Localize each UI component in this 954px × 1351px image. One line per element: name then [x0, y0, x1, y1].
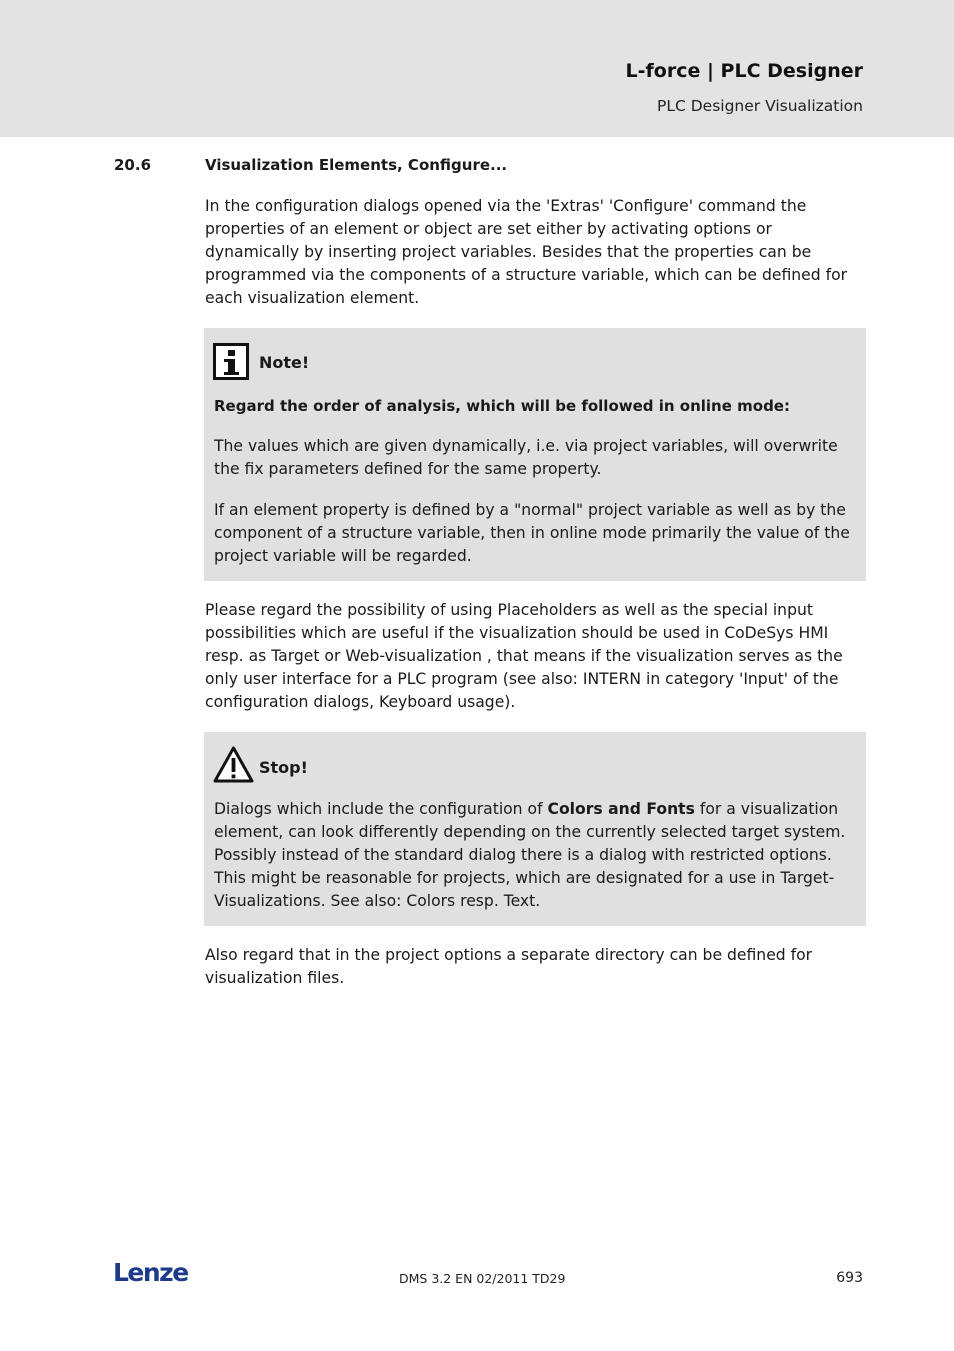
note-box — [204, 328, 866, 581]
note-paragraph: The values which are given dynamically, i.e. via project variables, will overwrite the fix parameters defined for the same property. — [214, 437, 838, 478]
stop-paragraph — [214, 798, 858, 913]
footer-document-id: DMS 3.2 EN 02/2011 TD29 — [399, 1271, 566, 1286]
manual-title: L-force | PLC Designer — [625, 60, 863, 82]
intro-paragraph: In the configuration dialogs opened via the 'Extras' 'Configure' command the properties of an element or object are set either by activating options or dynamically by inserting project variables. Besides that the properties can be programmed via the components of a structure variable, which can be defined for each visualization element. — [205, 197, 848, 307]
section-title: Visualization Elements, Configure... — [205, 156, 508, 174]
section-number: 20.6 — [114, 156, 152, 174]
lenze-logo: Lenze — [113, 1258, 188, 1287]
note-paragraph: If an element property is defined by a "normal" project variable as well as by the component of a structure variable, then in online mode primarily the value of the project variable will be regarded. — [214, 501, 850, 565]
stop-text-before: Dialogs which include the configuration of — [214, 800, 548, 818]
info-icon — [213, 343, 249, 380]
placeholders-paragraph: Please regard the possibility of using Placeholders as well as the special input possibilities which are useful if the visualization should be used in CoDeSys HMI resp. as Target or Web-visualization , that means if the visualization serves as the only user interface for a PLC program (see also: INTERN in category 'Input' of the configuration dialogs, Keyboard usage). — [205, 601, 843, 711]
stop-text-bold: Colors and Fonts — [547, 800, 695, 818]
warning-icon — [213, 746, 254, 783]
directory-paragraph: Also regard that in the project options a separate directory can be defined for visualization files. — [205, 946, 813, 987]
page-header — [0, 0, 954, 137]
note-heading: Note! — [259, 353, 310, 372]
page-number: 693 — [836, 1270, 863, 1286]
stop-box — [204, 732, 866, 926]
manual-subtitle: PLC Designer Visualization — [657, 97, 863, 115]
note-lead: Regard the order of analysis, which will be followed in online mode: — [214, 397, 790, 415]
stop-heading: Stop! — [259, 758, 308, 777]
stop-text-after: for a visualization element, can look differently depending on the currently selected target system. Possibly instead of the standard dialog there is a dialog with restricted options. This might be reasonable for projects, which are designated for a use in Target-Visualizations. See also: Colors resp. Text. — [214, 800, 846, 910]
